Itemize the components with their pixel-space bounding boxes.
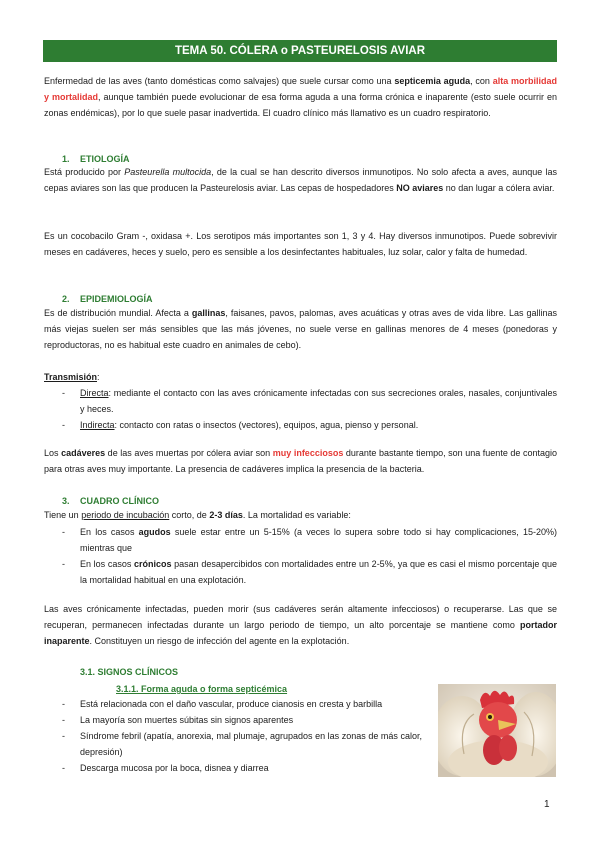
list-dash: - xyxy=(62,699,65,709)
paragraph-text: , faisanes, pavos, palomas, aves acuáticas y otras aves de vida libre. Las gallinas más viejas suelen ser más sensibles que las más jóvenes, no suele verse en gallinas menores de 4 meses (ponedoras y reproductoras, no es habitual este cuadro en animales de cebo). xyxy=(44,308,557,350)
list-item-text: En los casos xyxy=(80,559,134,569)
list-item xyxy=(62,524,557,556)
section-number: 2. xyxy=(62,294,70,304)
section-title: ETIOLOGÍA xyxy=(80,154,130,164)
subsubsection-heading-forma-aguda: 3.1.1. Forma aguda o forma septicémica xyxy=(116,684,288,694)
hen-illustration xyxy=(438,684,556,777)
transmision-list xyxy=(62,385,557,433)
document-title: TEMA 50. CÓLERA o PASTEURELOSIS AVIAR xyxy=(43,40,557,62)
intro-bold: septicemia aguda xyxy=(394,76,471,86)
list-dash: - xyxy=(62,731,65,741)
list-dash: - xyxy=(62,388,65,398)
list-item-text: Síndrome febril (apatía, anorexia, mal plumaje, agrupados en las zonas de más calor, depresión) xyxy=(80,731,422,757)
intro-text: , aunque también puede evolucionar de esa forma aguda a una forma crónica e inaparente (esto suele ocurrir en zonas endémicas), por lo que suele pasar inadvertida. El cuadro clínico más llamativo es un cuadro respiratorio. xyxy=(44,92,557,118)
list-item xyxy=(62,556,557,588)
list-item xyxy=(62,728,422,760)
paragraph-text: , de la cual se han descrito diversos inmunotipos. No solo afecta a aves, aunque las cepas aviares son las que producen la Pasteurelosis aviar. Las cepas de hospedadores xyxy=(44,167,558,193)
list-item xyxy=(62,385,557,417)
list-item xyxy=(62,760,422,776)
intro-paragraph xyxy=(44,73,557,121)
section-title: EPIDEMIOLOGÍA xyxy=(80,294,153,304)
paragraph-text: Las aves crónicamente infectadas, pueden morir (sus cadáveres serán altamente infecciosos) o recuperarse. Las que se recuperan, permanecen infectadas durante un largo periodo de tiempo, un alto porcentaje se mantiene como xyxy=(44,604,557,630)
hen-photo xyxy=(438,684,556,777)
list-item-text: En los casos xyxy=(80,527,139,537)
epidemiologia-paragraph-1 xyxy=(44,305,557,353)
paragraph-text: . Constituyen un riesgo de infección del agente en la explotación. xyxy=(89,636,350,646)
transmision-label: Transmisión xyxy=(44,372,98,382)
transmision-colon: : xyxy=(97,372,100,382)
list-item xyxy=(62,417,557,433)
paragraph-text: corto, de xyxy=(169,510,210,520)
subsection-heading-signos-clinicos: 3.1. SIGNOS CLÍNICOS xyxy=(80,667,179,677)
list-item-text: Está relacionada con el daño vascular, produce cianosis en cresta y barbilla xyxy=(80,699,383,709)
section-number: 1. xyxy=(62,154,70,164)
list-dash: - xyxy=(62,420,65,430)
list-item-text: La mayoría son muertes súbitas sin signos aparentes xyxy=(80,715,294,725)
list-item-label: Indirecta xyxy=(80,420,115,430)
page-number: 1 xyxy=(544,799,550,810)
list-item-text: : contacto con ratas o insectos (vectores), equipos, agua, pienso y personal. xyxy=(114,420,419,430)
paragraph-text: Está producido por xyxy=(44,167,125,177)
list-item-text: pasan desapercibidos con mortalidades entre un 2-5%, ya que es casi el mismo porcentaje que la mortalidad habitual en una explotación. xyxy=(80,559,557,585)
cuadro-clinico-paragraph-1 xyxy=(44,507,557,523)
list-dash: - xyxy=(62,559,65,569)
bold-text: cadáveres xyxy=(61,448,106,458)
bold-text: portador inaparente xyxy=(44,620,557,646)
list-item-label: Directa xyxy=(80,388,109,398)
paragraph-text: Es de distribución mundial. Afecta a xyxy=(44,308,192,318)
species-name: Pasteurella multocida xyxy=(124,167,212,177)
list-item xyxy=(62,696,422,712)
list-item xyxy=(62,712,422,728)
section-number: 3. xyxy=(62,496,70,506)
bold-text: gallinas xyxy=(191,308,226,318)
list-item-text: suele estar entre un 5-15% (a veces lo supera sobre todo si hay complicaciones, 15-20%) mientras que xyxy=(80,527,557,553)
underlined-text: periodo de incubación xyxy=(81,510,170,520)
intro-text: Enfermedad de las aves (tanto domésticas como salvajes) que suele cursar como una xyxy=(44,76,395,86)
epidemiologia-paragraph-3 xyxy=(44,445,557,477)
paragraph-text: . La mortalidad es variable: xyxy=(242,510,351,520)
cuadro-clinico-paragraph-2 xyxy=(44,601,557,649)
signos-list xyxy=(62,696,422,776)
section-heading-epidemiologia xyxy=(62,292,153,306)
list-dash: - xyxy=(62,763,65,773)
intro-text: , con xyxy=(470,76,493,86)
section-title: CUADRO CLÍNICO xyxy=(80,496,159,506)
mortalidad-list xyxy=(62,524,557,588)
list-dash: - xyxy=(62,527,65,537)
etiologia-paragraph-1 xyxy=(44,164,557,196)
paragraph-text: Tiene un xyxy=(44,510,82,520)
list-dash: - xyxy=(62,715,65,725)
bold-text: 2-3 días xyxy=(209,510,243,520)
paragraph-text: Los xyxy=(44,448,62,458)
paragraph-text: no dan lugar a cólera aviar. xyxy=(443,183,555,193)
etiologia-paragraph-2: Es un cocobacilo Gram -, oxidasa +. Los serotipos más importantes son 1, 3 y 4. Hay diversos inmunotipos. Puede sobrevivir meses en cadáveres, heces y suelo, pero es sensible a los desinfectantes habituales, luz solar, calor y falta de humedad. xyxy=(44,231,557,257)
transmision-label-line xyxy=(44,369,557,385)
list-item-text: Descarga mucosa por la boca, disnea y diarrea xyxy=(80,763,269,773)
highlight-text: muy infecciosos xyxy=(272,448,344,458)
section-heading-cuadro-clinico xyxy=(62,494,159,508)
bold-text: NO aviares xyxy=(396,183,444,193)
list-item-bold: agudos xyxy=(138,527,171,537)
list-item-bold: crónicos xyxy=(133,559,172,569)
intro-highlight: alta morbilidad y mortalidad xyxy=(44,76,557,102)
paragraph-text: durante bastante tiempo, son una fuente de contagio para otras aves muy importante. La presencia de cadáveres implica la presencia de la bacteria. xyxy=(44,448,557,474)
list-item-text: : mediante el contacto con las aves crónicamente infectadas con sus secreciones orales, nasales, conjuntivales y heces. xyxy=(80,388,557,414)
paragraph-text: de las aves muertas por cólera aviar son xyxy=(105,448,273,458)
